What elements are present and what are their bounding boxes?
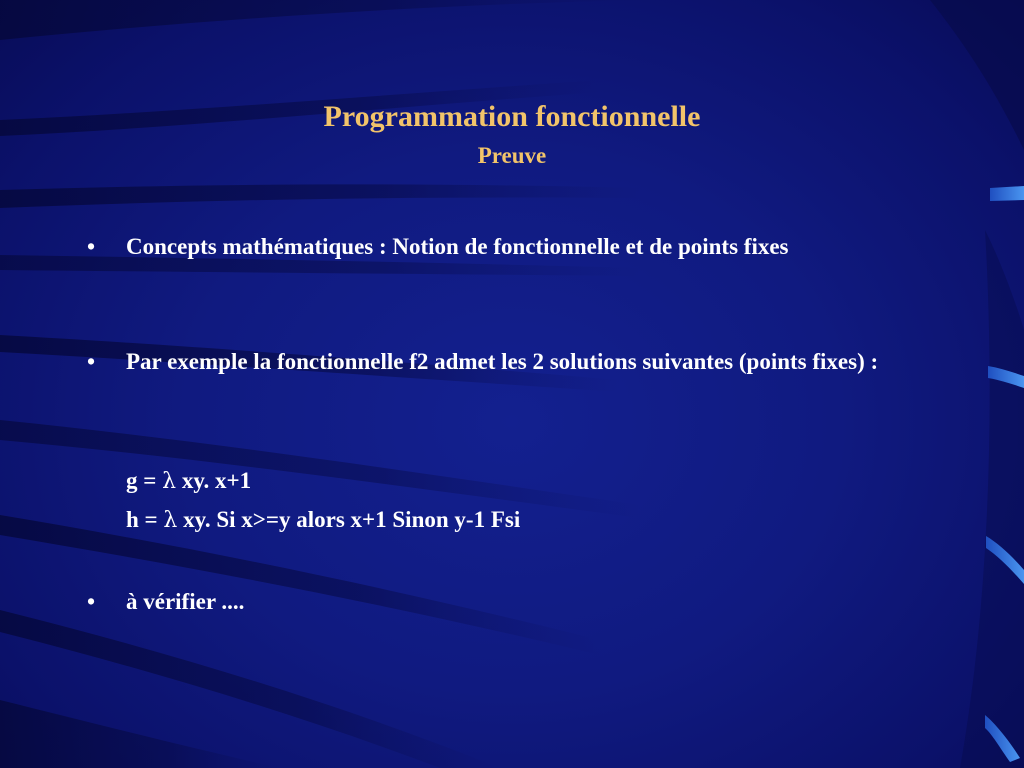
formula-g-prefix: g = <box>126 468 163 493</box>
slide-subtitle: Preuve <box>477 143 547 168</box>
lambda-symbol: λ <box>162 469 177 494</box>
bullet-marker: • <box>87 349 96 374</box>
bullet-marker: • <box>87 234 96 259</box>
formula-g-body: xy. x+1 <box>176 468 252 493</box>
formula-h-prefix: h = <box>126 507 164 532</box>
bullet-example: Par exemple la fonctionnelle f2 admet les 2 solutions suivantes (points fixes) : <box>126 349 879 374</box>
formula-h <box>126 502 520 538</box>
bullet-concepts: Concepts mathématiques : Notion de fonctionnelle et de points fixes <box>126 234 789 259</box>
bullet-marker: • <box>87 589 96 614</box>
formula-g <box>126 463 251 499</box>
lambda-symbol: λ <box>163 508 178 533</box>
formula-h-body: xy. Si x>=y alors x+1 Sinon y-1 Fsi <box>177 507 521 532</box>
slide-title: Programmation fonctionnelle <box>323 100 701 133</box>
bullet-verify: à vérifier .... <box>126 589 245 614</box>
